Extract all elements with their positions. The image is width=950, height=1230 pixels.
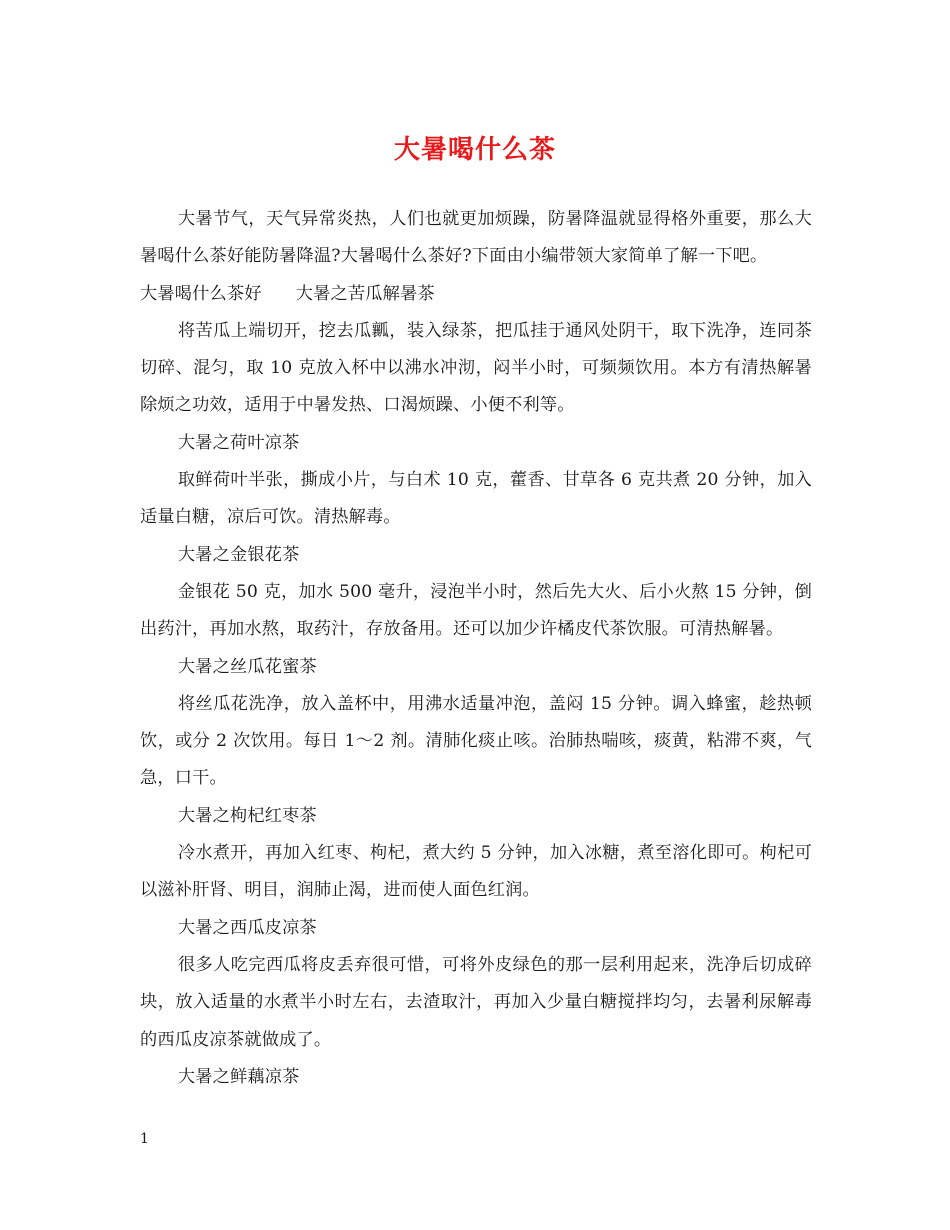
section-body-lotus-leaf: 取鲜荷叶半张，撕成小片，与白术 10 克，藿香、甘草各 6 克共煮 20 分钟，加入适量白糖，凉后可饮。清热解毒。 bbox=[140, 470, 812, 528]
document-body bbox=[140, 201, 812, 1096]
section-heading-lotus-leaf: 大暑之荷叶凉茶 bbox=[177, 432, 300, 453]
first-heading-line bbox=[140, 276, 812, 313]
section-heading-goji-jujube: 大暑之枸杞红枣茶 bbox=[177, 805, 317, 826]
section-body-goji-jujube: 冷水煮开，再加入红枣、枸杞，煮大约 5 分钟，加入冰糖，煮至溶化即可。枸杞可以滋补肝肾、明目，润肺止渴，进而使人面色红润。 bbox=[140, 843, 812, 901]
section-body-bitter-melon: 将苦瓜上端切开，挖去瓜瓤，装入绿茶，把瓜挂于通风处阴干，取下洗净，连同茶切碎、混匀，取 10 克放入杯中以沸水冲沏，闷半小时，可频频饮用。本方有清热解暑除烦之功效，适用于中暑发热、口渴烦躁、小便不利等。 bbox=[140, 320, 812, 416]
section-body-watermelon-rind: 很多人吃完西瓜将皮丢弃很可惜，可将外皮绿色的那一层利用起来，洗净后切成碎块，放入适量的水煮半小时左右，去渣取汁，再加入少量白糖搅拌均匀，去暑利尿解毒的西瓜皮凉茶就做成了。 bbox=[140, 954, 812, 1050]
section-heading-bitter-melon: 大暑之苦瓜解暑茶 bbox=[295, 283, 435, 304]
section-heading-fresh-lotus-root: 大暑之鲜藕凉茶 bbox=[177, 1066, 300, 1087]
section-heading-honeysuckle: 大暑之金银花茶 bbox=[177, 544, 300, 565]
section-heading-what-tea: 大暑喝什么茶好 bbox=[140, 283, 262, 304]
page-title: 大暑喝什么茶 bbox=[393, 135, 556, 165]
section-heading-watermelon-rind: 大暑之西瓜皮凉茶 bbox=[177, 917, 317, 938]
page-number: 1 bbox=[140, 1131, 149, 1147]
section-body-honeysuckle: 金银花 50 克，加水 500 毫升，浸泡半小时，然后先大火、后小火熬 15 分钟，倒出药汁，再加水熬，取药汁，存放备用。还可以加少许橘皮代茶饮服。可清热解暑。 bbox=[140, 581, 812, 640]
intro-paragraph: 大暑节气，天气异常炎热，人们也就更加烦躁，防暑降温就显得格外重要，那么大暑喝什么茶好能防暑降温?大暑喝什么茶好?下面由小编带领大家简单了解一下吧。 bbox=[140, 209, 812, 267]
section-heading-loofah-flower: 大暑之丝瓜花蜜茶 bbox=[177, 656, 317, 677]
section-body-loofah-flower: 将丝瓜花洗净，放入盖杯中，用沸水适量冲泡，盖闷 15 分钟。调入蜂蜜，趁热顿饮，或分 2 次饮用。每日 1～2 剂。清肺化痰止咳。治肺热喘咳，痰黄，粘滞不爽，气急，口干。 bbox=[140, 693, 812, 789]
